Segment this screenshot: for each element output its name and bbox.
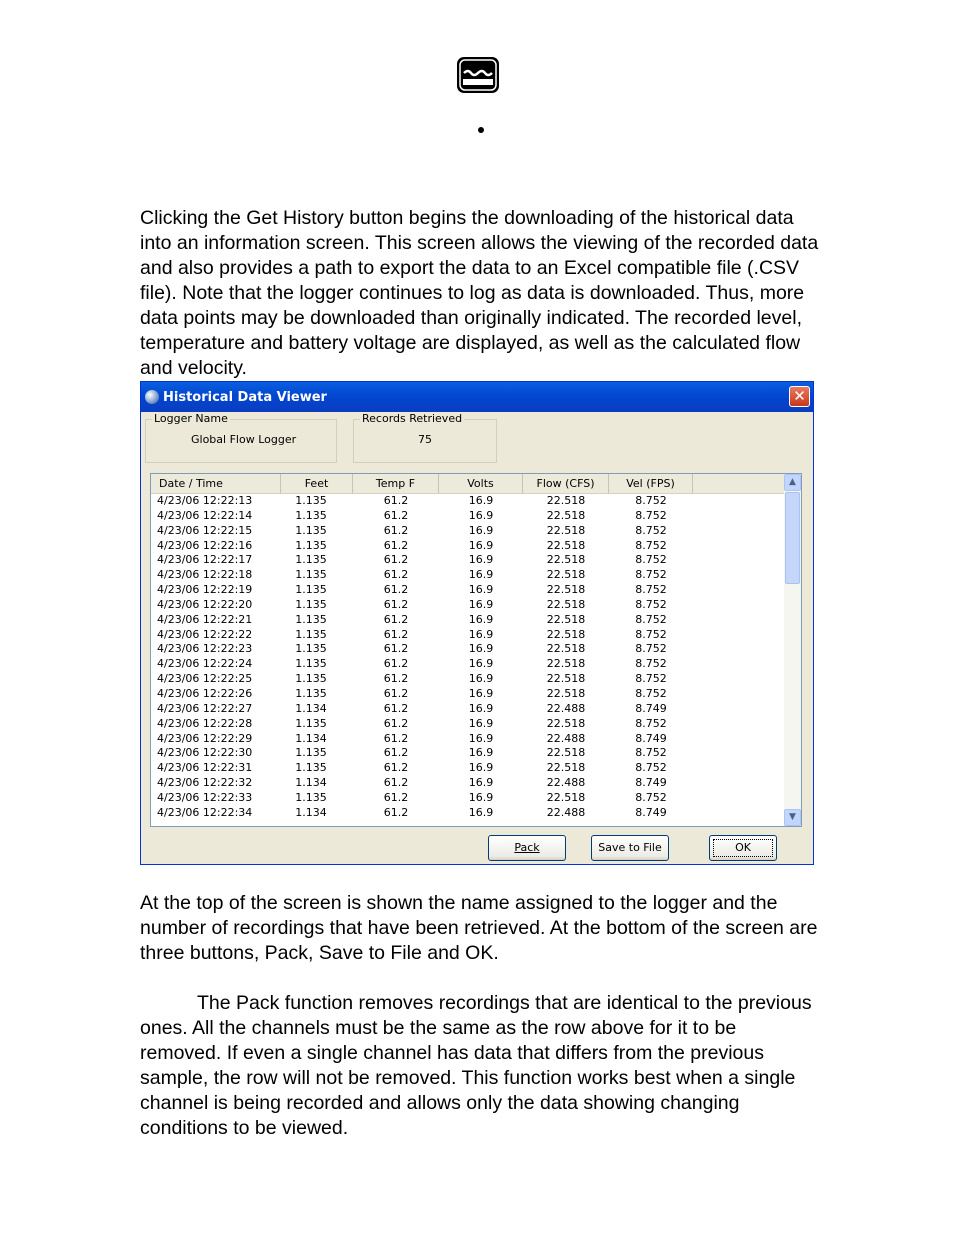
table-cell: 22.518 xyxy=(546,523,586,537)
table-row[interactable] xyxy=(151,642,785,657)
table-cell: 1.135 xyxy=(295,597,327,611)
historical-data-viewer-window xyxy=(140,381,814,865)
table-cell: 8.749 xyxy=(635,805,667,819)
save-to-file-button[interactable] xyxy=(591,835,669,861)
title-bar[interactable] xyxy=(141,382,813,412)
table-row[interactable] xyxy=(151,598,785,613)
scroll-thumb[interactable] xyxy=(785,492,800,584)
table-cell: 8.752 xyxy=(635,494,667,507)
table-cell: 8.752 xyxy=(635,672,667,686)
table-cell: 16.9 xyxy=(468,553,494,567)
table-cell: 61.2 xyxy=(383,761,409,775)
logger-name-group xyxy=(145,412,337,463)
table-cell: 61.2 xyxy=(383,657,409,671)
table-row[interactable] xyxy=(151,509,785,524)
table-cell: 22.488 xyxy=(546,776,586,790)
list-rows xyxy=(151,494,785,821)
table-cell: 16.9 xyxy=(468,790,494,804)
records-retrieved-group xyxy=(353,412,497,463)
table-cell: 1.135 xyxy=(295,583,327,597)
list-header xyxy=(151,474,785,494)
table-cell: 4/23/06 12:22:25 xyxy=(157,672,253,686)
paragraph-3-text: The Pack function removes recordings that are identical to the previous ones. All the channels must be the same as the row above for it to be removed. If even a single channel has data that differs from the previous sample, the row will not be removed. This function works best when a single channel is being recorded and allows only the data showing changing conditions to be viewed. xyxy=(140,992,812,1139)
table-cell: 61.2 xyxy=(383,568,409,582)
table-row[interactable] xyxy=(151,776,785,791)
table-cell: 61.2 xyxy=(383,597,409,611)
table-cell: 16.9 xyxy=(468,746,494,760)
table-row[interactable] xyxy=(151,613,785,628)
table-row[interactable] xyxy=(151,687,785,702)
table-cell: 8.749 xyxy=(635,701,667,715)
pack-button-label: Pack xyxy=(514,841,540,854)
table-row[interactable] xyxy=(151,672,785,687)
close-icon[interactable]: ✕ xyxy=(789,386,810,407)
table-cell: 22.518 xyxy=(546,553,586,567)
table-cell: 8.749 xyxy=(635,731,667,745)
table-cell: 8.749 xyxy=(635,776,667,790)
table-cell: 22.488 xyxy=(546,701,586,715)
table-cell: 4/23/06 12:22:17 xyxy=(157,553,253,567)
table-cell: 16.9 xyxy=(468,776,494,790)
table-cell: 22.518 xyxy=(546,746,586,760)
scroll-down-icon[interactable]: ▼ xyxy=(784,809,801,826)
history-list-view[interactable] xyxy=(150,473,802,827)
table-cell: 8.752 xyxy=(635,627,667,641)
table-cell: 61.2 xyxy=(383,583,409,597)
table-cell: 8.752 xyxy=(635,686,667,700)
table-cell: 16.9 xyxy=(468,686,494,700)
table-cell: 8.752 xyxy=(635,553,667,567)
column-header-temp[interactable]: Temp F xyxy=(353,474,439,493)
table-cell: 22.518 xyxy=(546,612,586,626)
table-cell: 22.488 xyxy=(546,805,586,819)
table-cell: 1.135 xyxy=(295,746,327,760)
table-cell: 61.2 xyxy=(383,716,409,730)
table-cell: 4/23/06 12:22:31 xyxy=(157,761,253,775)
table-cell: 1.135 xyxy=(295,523,327,537)
table-row[interactable] xyxy=(151,494,785,509)
table-cell: 1.135 xyxy=(295,790,327,804)
table-cell: 8.752 xyxy=(635,642,667,656)
logger-name-label: Logger Name xyxy=(154,412,228,425)
water-wave-logo-icon xyxy=(457,57,499,93)
table-cell: 22.518 xyxy=(546,761,586,775)
table-cell: 22.518 xyxy=(546,657,586,671)
table-cell: 22.518 xyxy=(546,583,586,597)
table-row[interactable] xyxy=(151,628,785,643)
records-retrieved-value: 75 xyxy=(418,433,432,446)
table-cell: 4/23/06 12:22:21 xyxy=(157,612,253,626)
table-cell: 4/23/06 12:22:34 xyxy=(157,805,253,819)
table-cell: 1.135 xyxy=(295,494,327,507)
ok-button[interactable] xyxy=(709,835,777,861)
table-cell: 1.135 xyxy=(295,686,327,700)
table-cell: 4/23/06 12:22:19 xyxy=(157,583,253,597)
table-cell: 16.9 xyxy=(468,701,494,715)
table-cell: 22.518 xyxy=(546,642,586,656)
table-cell: 4/23/06 12:22:26 xyxy=(157,686,253,700)
table-cell: 8.752 xyxy=(635,568,667,582)
table-cell: 61.2 xyxy=(383,686,409,700)
table-cell: 8.752 xyxy=(635,790,667,804)
table-cell: 61.2 xyxy=(383,642,409,656)
table-row[interactable] xyxy=(151,717,785,732)
table-cell: 22.518 xyxy=(546,672,586,686)
table-cell: 4/23/06 12:22:27 xyxy=(157,701,253,715)
table-cell: 4/23/06 12:22:18 xyxy=(157,568,253,582)
app-icon xyxy=(145,390,159,404)
table-cell: 1.135 xyxy=(295,627,327,641)
table-cell: 1.135 xyxy=(295,508,327,522)
table-cell: 22.518 xyxy=(546,508,586,522)
table-cell: 8.752 xyxy=(635,538,667,552)
table-row[interactable] xyxy=(151,746,785,761)
paragraph-2: At the top of the screen is shown the name assigned to the logger and the number of recordings that have been retrieved. At the bottom of the screen are three buttons, Pack, Save to File and OK. xyxy=(140,892,818,964)
table-cell: 8.752 xyxy=(635,612,667,626)
table-cell: 22.518 xyxy=(546,627,586,641)
column-header-volts[interactable]: Volts xyxy=(439,474,523,493)
table-row[interactable] xyxy=(151,732,785,747)
table-cell: 1.135 xyxy=(295,612,327,626)
pack-button[interactable] xyxy=(488,835,566,861)
column-header-velocity[interactable]: Vel (FPS) xyxy=(609,474,693,493)
table-cell: 4/23/06 12:22:14 xyxy=(157,508,253,522)
table-cell: 22.518 xyxy=(546,494,586,507)
table-cell: 1.134 xyxy=(295,776,327,790)
table-cell: 61.2 xyxy=(383,701,409,715)
table-cell: 61.2 xyxy=(383,776,409,790)
table-row[interactable] xyxy=(151,702,785,717)
table-row[interactable] xyxy=(151,553,785,568)
table-row[interactable] xyxy=(151,524,785,539)
intro-paragraph: Clicking the Get History button begins the downloading of the historical data into an information screen. This screen allows the viewing of the recorded data and also provides a path to export the data to an Excel compatible file (.CSV file). Note that the logger continues to log as data is downloaded. Thus, more data points may be downloaded than originally indicated. The recorded level, temperature and battery voltage are displayed, as well as the calculated flow and velocity. xyxy=(140,207,819,379)
window-title: Historical Data Viewer xyxy=(163,390,327,405)
table-cell: 4/23/06 12:22:29 xyxy=(157,731,253,745)
table-cell: 4/23/06 12:22:32 xyxy=(157,776,253,790)
table-cell: 16.9 xyxy=(468,731,494,745)
table-cell: 61.2 xyxy=(383,790,409,804)
table-cell: 61.2 xyxy=(383,612,409,626)
table-cell: 22.518 xyxy=(546,568,586,582)
table-cell: 8.752 xyxy=(635,746,667,760)
logger-name-value: Global Flow Logger xyxy=(191,433,297,446)
table-cell: 61.2 xyxy=(383,494,409,507)
table-cell: 22.518 xyxy=(546,538,586,552)
table-row[interactable] xyxy=(151,791,785,806)
table-cell: 1.134 xyxy=(295,805,327,819)
table-row[interactable] xyxy=(151,806,785,821)
table-cell: 1.135 xyxy=(295,761,327,775)
table-cell: 8.752 xyxy=(635,716,667,730)
table-cell: 8.752 xyxy=(635,523,667,537)
table-cell: 1.135 xyxy=(295,553,327,567)
table-cell: 16.9 xyxy=(468,523,494,537)
column-header-feet[interactable]: Feet xyxy=(281,474,353,493)
table-row[interactable] xyxy=(151,761,785,776)
table-cell: 1.135 xyxy=(295,642,327,656)
table-cell: 16.9 xyxy=(468,627,494,641)
table-cell: 61.2 xyxy=(383,805,409,819)
save-button-label: Save to File xyxy=(598,841,662,854)
table-cell: 16.9 xyxy=(468,568,494,582)
table-cell: 61.2 xyxy=(383,553,409,567)
table-cell: 1.135 xyxy=(295,672,327,686)
table-cell: 16.9 xyxy=(468,494,494,507)
table-cell: 4/23/06 12:22:15 xyxy=(157,523,253,537)
scroll-up-icon[interactable]: ▲ xyxy=(784,474,801,491)
table-cell: 16.9 xyxy=(468,538,494,552)
table-cell: 4/23/06 12:22:13 xyxy=(157,494,253,507)
table-cell: 16.9 xyxy=(468,672,494,686)
table-cell: 16.9 xyxy=(468,657,494,671)
table-cell: 4/23/06 12:22:16 xyxy=(157,538,253,552)
table-cell: 8.752 xyxy=(635,508,667,522)
table-cell: 4/23/06 12:22:33 xyxy=(157,790,253,804)
table-cell: 22.518 xyxy=(546,790,586,804)
table-cell: 4/23/06 12:22:20 xyxy=(157,597,253,611)
table-cell: 8.752 xyxy=(635,583,667,597)
table-cell: 1.135 xyxy=(295,657,327,671)
table-cell: 4/23/06 12:22:23 xyxy=(157,642,253,656)
table-row[interactable] xyxy=(151,583,785,598)
table-cell: 8.752 xyxy=(635,761,667,775)
table-cell: 16.9 xyxy=(468,805,494,819)
table-cell: 8.752 xyxy=(635,657,667,671)
vertical-scrollbar[interactable] xyxy=(784,474,801,826)
table-cell: 4/23/06 12:22:22 xyxy=(157,627,253,641)
table-cell: 22.518 xyxy=(546,597,586,611)
table-cell: 4/23/06 12:22:28 xyxy=(157,716,253,730)
table-cell: 22.488 xyxy=(546,731,586,745)
table-cell: 16.9 xyxy=(468,583,494,597)
table-cell: 16.9 xyxy=(468,508,494,522)
table-cell: 61.2 xyxy=(383,746,409,760)
table-cell: 61.2 xyxy=(383,672,409,686)
table-cell: 16.9 xyxy=(468,761,494,775)
table-cell: 8.752 xyxy=(635,597,667,611)
table-cell: 61.2 xyxy=(383,627,409,641)
table-cell: 61.2 xyxy=(383,731,409,745)
column-header-date-time[interactable]: Date / Time xyxy=(151,474,281,493)
table-row[interactable] xyxy=(151,568,785,583)
table-cell: 61.2 xyxy=(383,538,409,552)
paragraph-3 xyxy=(140,991,820,1141)
ok-button-label: OK xyxy=(713,839,773,857)
table-cell: 16.9 xyxy=(468,612,494,626)
table-cell: 22.518 xyxy=(546,716,586,730)
table-cell: 1.134 xyxy=(295,731,327,745)
table-cell: 61.2 xyxy=(383,508,409,522)
table-cell: 1.134 xyxy=(295,701,327,715)
records-retrieved-label: Records Retrieved xyxy=(362,412,463,425)
bullet-point xyxy=(478,127,484,133)
table-cell: 16.9 xyxy=(468,642,494,656)
table-cell: 16.9 xyxy=(468,716,494,730)
table-cell: 22.518 xyxy=(546,686,586,700)
table-cell: 1.135 xyxy=(295,568,327,582)
table-cell: 4/23/06 12:22:30 xyxy=(157,746,253,760)
column-header-flow[interactable]: Flow (CFS) xyxy=(523,474,609,493)
table-row[interactable] xyxy=(151,539,785,554)
table-cell: 16.9 xyxy=(468,597,494,611)
table-cell: 1.135 xyxy=(295,716,327,730)
table-cell: 1.135 xyxy=(295,538,327,552)
table-cell: 61.2 xyxy=(383,523,409,537)
table-row[interactable] xyxy=(151,657,785,672)
table-cell: 4/23/06 12:22:24 xyxy=(157,657,253,671)
